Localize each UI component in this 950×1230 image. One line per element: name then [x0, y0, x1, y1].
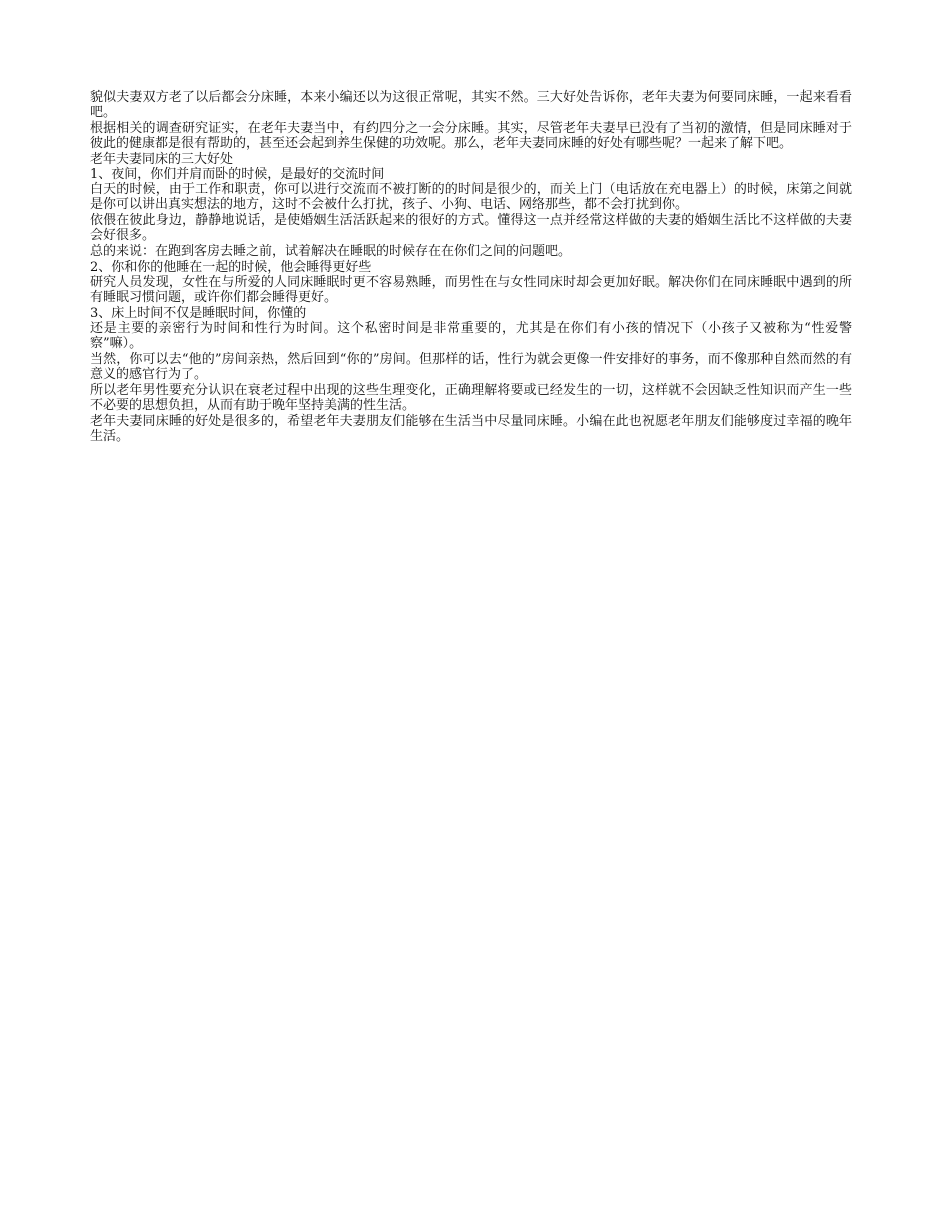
- benefit-1-summary: 总的来说：在跑到客房去睡之前，试着解决在睡眠的时候存在在你们之间的问题吧。: [90, 244, 572, 259]
- benefit-1-paragraph: 白天的时候，由于工作和职责，你可以进行交流而不被打断的的时间是很少的，而关上门（电话放在充电器上）的时候，床第之间就是你可以讲出真实想法的地方，这时不会被什么打扰，孩子、小狗、电话、网络那些，都不会打扰到你。: [90, 182, 852, 212]
- article-body: [90, 90, 852, 445]
- benefit-3-paragraph: 还是主要的亲密行为时间和性行为时间。这个私密时间是非常重要的，尤其是在你们有小孩的情况下（小孩子又被称为“性爱警察”嘛）。: [90, 321, 852, 351]
- intro-paragraph: 貌似夫妻双方老了以后都会分床睡，本来小编还以为这很正常呢，其实不然。三大好处告诉你，老年夫妻为何要同床睡，一起来看看吧。: [90, 90, 852, 120]
- benefit-3-paragraph: 当然，你可以去“他的”房间亲热，然后回到“你的”房间。但那样的话，性行为就会更像一件安排好的事务，而不像那种自然而然的有意义的感官行为了。: [90, 352, 852, 382]
- section-heading: 老年夫妻同床的三大好处: [90, 152, 234, 167]
- benefit-3-heading: 3、床上时间不仅是睡眠时间，你懂的: [90, 306, 307, 321]
- survey-paragraph: 根据相关的调查研究证实，在老年夫妻当中，有约四分之一会分床睡。其实，尽管老年夫妻早已没有了当初的激情，但是同床睡对于彼此的健康都是很有帮助的，甚至还会起到养生保健的功效呢。那么，老年夫妻同床睡的好处有哪些呢？一起来了解下吧。: [90, 121, 852, 151]
- benefit-1-paragraph: 依偎在彼此身边，静静地说话，是使婚姻生活活跃起来的很好的方式。懂得这一点并经常这样做的夫妻的婚姻生活比不这样做的夫妻会好很多。: [90, 213, 852, 243]
- benefit-3-paragraph: 所以老年男性要充分认识在衰老过程中出现的这些生理变化，正确理解将要或已经发生的一切，这样就不会因缺乏性知识而产生一些不必要的思想负担，从而有助于晚年坚持美满的性生活。: [90, 383, 852, 413]
- benefit-2-heading: 2、你和你的他睡在一起的时候，他会睡得更好些: [90, 260, 372, 275]
- benefit-2-paragraph: 研究人员发现，女性在与所爱的人同床睡眠时更不容易熟睡，而男性在与女性同床时却会更加好眠。解决你们在同床睡眠中遇到的所有睡眠习惯问题，或许你们都会睡得更好。: [90, 275, 852, 305]
- benefit-1-heading: 1、夜间，你们并肩而卧的时候，是最好的交流时间: [90, 167, 385, 182]
- conclusion-paragraph: 老年夫妻同床睡的好处是很多的，希望老年夫妻朋友们能够在生活当中尽量同床睡。小编在此也祝愿老年朋友们能够度过幸福的晚年生活。: [90, 414, 852, 444]
